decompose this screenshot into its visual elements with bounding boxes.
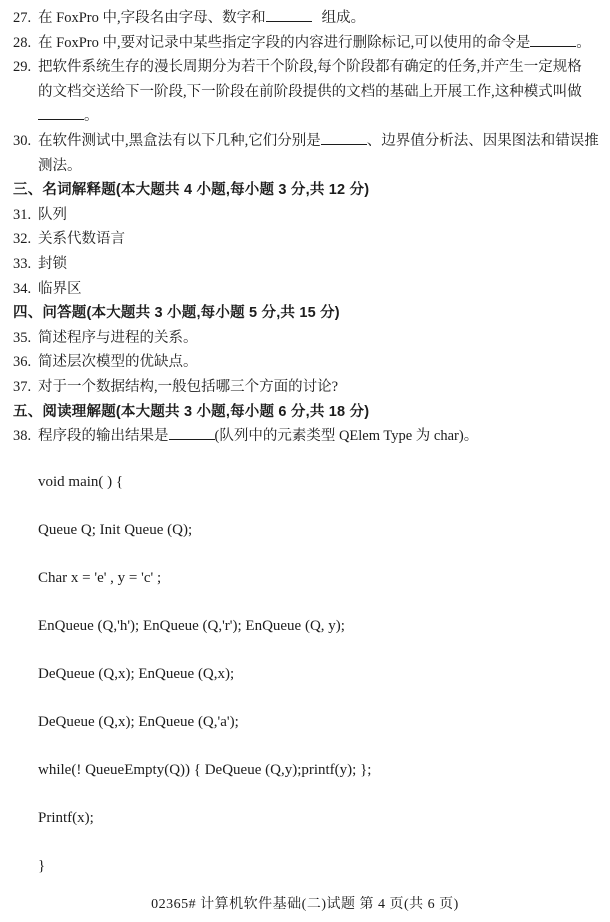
question-text: 的文档交送给下一阶段,下一阶段在前阶段提供的文档的基础上开展工作,这种模式叫做 [38, 83, 582, 100]
question-text: 程序段的输出结果是 [38, 428, 169, 445]
code-line: DeQueue (Q,x); EnQueue (Q,'a'); [38, 713, 239, 730]
code-line: while(! QueueEmpty(Q)) { DeQueue (Q,y);printf(y); }; [38, 761, 372, 778]
question-number: 35. [13, 329, 32, 346]
question-text: 在 FoxPro 中,要对记录中某些指定字段的内容进行删除标记,可以使用的命令是 [38, 34, 531, 51]
answer-blank [530, 41, 576, 47]
question-37 [13, 375, 610, 400]
question-text: 组成。 [321, 10, 366, 26]
question-text: 测法。 [38, 157, 82, 174]
question-33 [13, 252, 610, 277]
answer-blank [321, 139, 367, 145]
code-line: Char x = 'e' , y = 'c' ; [38, 569, 162, 586]
question-text: 简述程序与进程的关系。 [38, 329, 198, 346]
answer-blank [38, 114, 84, 120]
question-30-continued [38, 154, 610, 179]
question-30 [13, 129, 610, 154]
question-number: 33. [13, 255, 32, 272]
answer-blank [266, 16, 312, 22]
code-line: } [38, 857, 46, 874]
question-32 [13, 227, 610, 252]
question-text: 在软件测试中,黑盒法有以下几种,它们分别是 [38, 132, 321, 149]
question-number: 30. [13, 132, 32, 149]
question-38 [13, 424, 610, 449]
question-text: 对于一个数据结构,一般包括哪三个方面的讨论? [38, 378, 339, 395]
question-text: 简述层次模型的优缺点。 [38, 354, 198, 371]
question-35 [13, 326, 610, 351]
question-31 [13, 203, 610, 228]
question-text: 。 [84, 108, 99, 125]
code-line: void main( ) { [38, 473, 124, 490]
answer-blank [169, 434, 215, 440]
section-heading-4: 四、问答题(本大题共 3 小题,每小题 5 分,共 15 分) [13, 305, 340, 322]
question-text: 、边界值分析法、因果图法和错误推 [366, 132, 599, 149]
question-29-continued [38, 80, 610, 105]
question-text: (队列中的元素类型 QElem Type 为 char)。 [214, 428, 479, 445]
question-34 [13, 277, 610, 302]
question-text: 。 [576, 34, 591, 51]
question-number: 32. [13, 231, 32, 248]
question-28 [13, 31, 610, 56]
question-36 [13, 350, 610, 375]
question-text: 临界区 [38, 280, 82, 297]
code-line: DeQueue (Q,x); EnQueue (Q,x); [38, 665, 235, 682]
question-number: 37. [13, 378, 32, 395]
question-29-blank-line [38, 104, 610, 129]
question-number: 27. [13, 10, 32, 26]
question-text: 队列 [38, 206, 67, 223]
code-listing [38, 475, 610, 874]
question-number: 31. [13, 206, 32, 223]
question-text: 在 FoxPro 中,字段名由字母、数字和 [38, 10, 266, 26]
question-text: 关系代数语言 [38, 231, 125, 248]
question-number: 38. [13, 428, 32, 445]
question-number: 34. [13, 280, 32, 297]
page-footer: 02365# 计算机软件基础(二)试题 第 4 页(共 6 页) [151, 897, 459, 912]
question-number: 28. [13, 34, 32, 51]
question-text: 把软件系统生存的漫长周期分为若干个阶段,每个阶段都有确定的任务,并产生一定规格 [38, 59, 582, 76]
question-number: 29. [13, 59, 32, 76]
question-29 [13, 55, 610, 80]
code-line: EnQueue (Q,'h'); EnQueue (Q,'r'); EnQueue (Q, y); [38, 617, 345, 634]
code-line: Queue Q; Init Queue (Q); [38, 521, 193, 538]
question-27 [13, 6, 610, 31]
question-number: 36. [13, 354, 32, 371]
section-heading-5: 五、阅读理解题(本大题共 3 小题,每小题 6 分,共 18 分) [13, 403, 370, 420]
section-heading-3: 三、名词解释题(本大题共 4 小题,每小题 3 分,共 12 分) [13, 182, 370, 199]
question-text: 封锁 [38, 255, 67, 272]
code-line: Printf(x); [38, 809, 94, 826]
